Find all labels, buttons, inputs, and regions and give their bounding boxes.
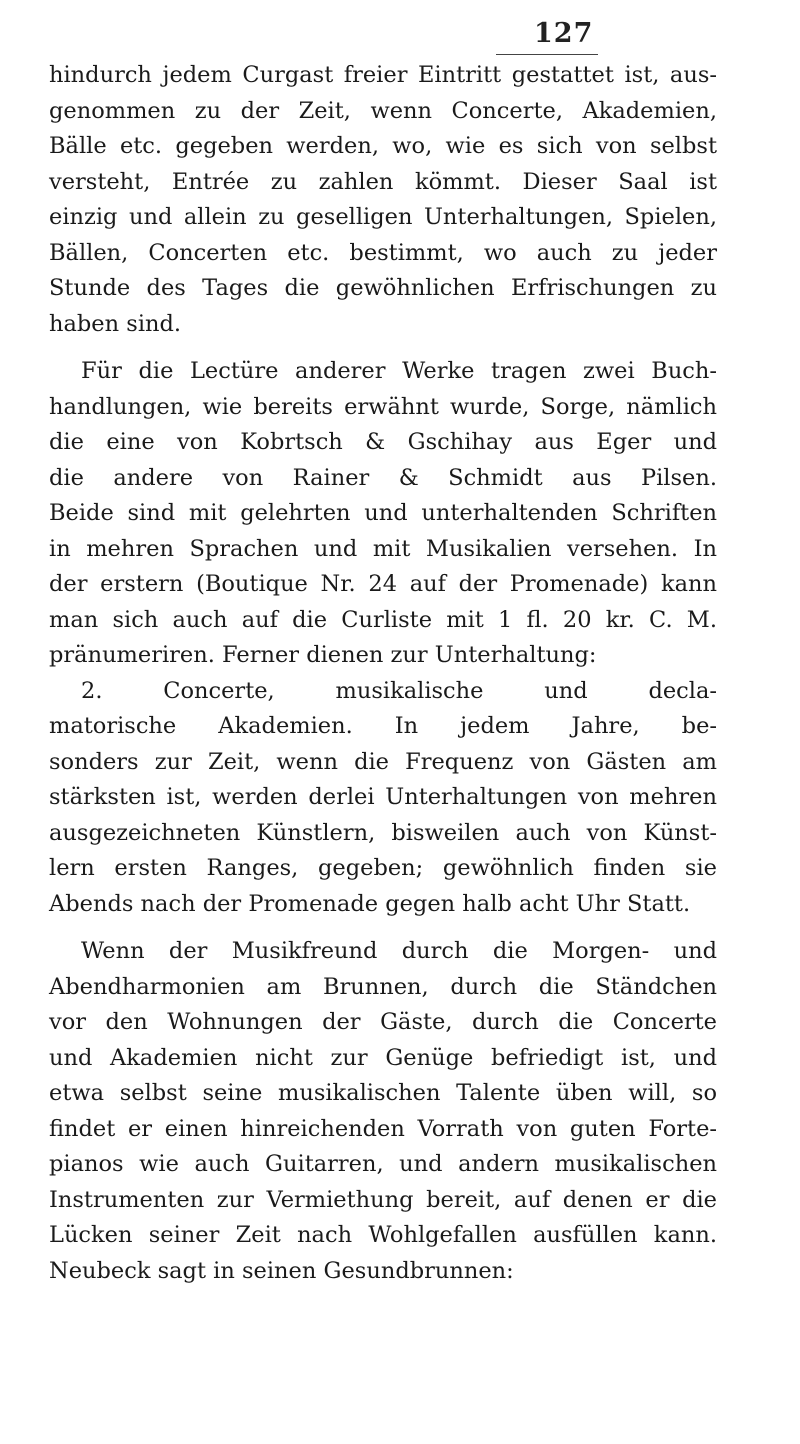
text-line: findet er einen hinreichenden Vorrath von guten Forte- [49, 1115, 717, 1142]
text-line: in mehren Sprachen und mit Musikalien versehen. In [49, 535, 717, 562]
text-line: die andere von Rainer & Schmidt aus Pilsen. [49, 464, 717, 491]
text-line: pianos wie auch Guitarren, und andern musikalischen [49, 1151, 717, 1177]
paragraph-gap [49, 342, 717, 354]
text-line: hindurch jedem Curgast freier Eintritt gestattet ist, aus- [49, 62, 717, 88]
text-line: man sich auch auf die Curliste mit 1 fl. 20 kr. C. M. [49, 606, 717, 633]
text-line: die eine von Kobrtsch & Gschihay aus Eger und [49, 429, 717, 455]
text-line: Instrumenten zur Vermiethung bereit, auf denen er die [49, 1186, 717, 1213]
section-heading-line: 2. Concerte, musikalische und decla- [81, 677, 717, 704]
text-line: der erstern (Boutique Nr. 24 auf der Promenade) kann [49, 571, 717, 597]
text-line: Stunde des Tages die gewöhnlichen Erfrischungen zu [49, 275, 717, 301]
text-line: sonders zur Zeit, wenn die Frequenz von Gästen am [49, 748, 717, 775]
paragraph [49, 934, 717, 1289]
body-text [49, 58, 717, 1289]
text-line: haben sind. [49, 310, 182, 337]
text-line: versteht, Entrée zu zahlen kömmt. Dieser Saal ist [49, 168, 717, 195]
paragraph [49, 354, 717, 922]
text-line: stärksten ist, werden derlei Unterhaltungen von mehren [49, 784, 717, 810]
section-heading-line: matorische Akademien. In jedem Jahre, be- [49, 713, 717, 739]
text-line: und Akademien nicht zur Genüge befriedigt ist, und [49, 1044, 717, 1071]
text-line: Wenn der Musikfreund durch die Morgen- und [81, 938, 717, 964]
text-line: Bällen, Concerten etc. bestimmt, wo auch zu jeder [49, 239, 717, 266]
text-line: vor den Wohnungen der Gäste, durch die Concerte [49, 1009, 717, 1035]
text-line: Bälle etc. gegeben werden, wo, wie es sich von selbst [49, 133, 717, 159]
text-line: Neubeck sagt in seinen Gesundbrunnen: [49, 1257, 514, 1284]
text-line: Lücken seiner Zeit nach Wohlgefallen ausfüllen kann. [49, 1222, 717, 1248]
text-line: pränumeriren. Ferner dienen zur Unterhaltung: [49, 642, 597, 668]
text-line: genommen zu der Zeit, wenn Concerte, Akademien, [49, 97, 717, 124]
paragraph [49, 58, 717, 342]
page-number-rule [496, 54, 598, 55]
text-line: etwa selbst seine musikalischen Talente üben will, so [49, 1080, 717, 1106]
paragraph-gap [49, 922, 717, 934]
page-number: 127 [534, 18, 594, 49]
text-line: ausgezeichneten Künstlern, bisweilen auch von Künst- [49, 819, 717, 846]
text-line: Beide sind mit gelehrten und unterhaltenden Schriften [49, 500, 717, 526]
text-line: Abends nach der Promenade gegen halb acht Uhr Statt. [49, 890, 691, 917]
text-line: lern ersten Ranges, gegeben; gewöhnlich finden sie [49, 855, 717, 881]
text-line: Abendharmonien am Brunnen, durch die Ständchen [49, 973, 717, 1000]
text-line: Für die Lectüre anderer Werke tragen zwei Buch- [81, 358, 717, 384]
text-line: einzig und allein zu geselligen Unterhaltungen, Spielen, [49, 204, 717, 230]
text-line: handlungen, wie bereits erwähnt wurde, Sorge, nämlich [49, 393, 717, 420]
